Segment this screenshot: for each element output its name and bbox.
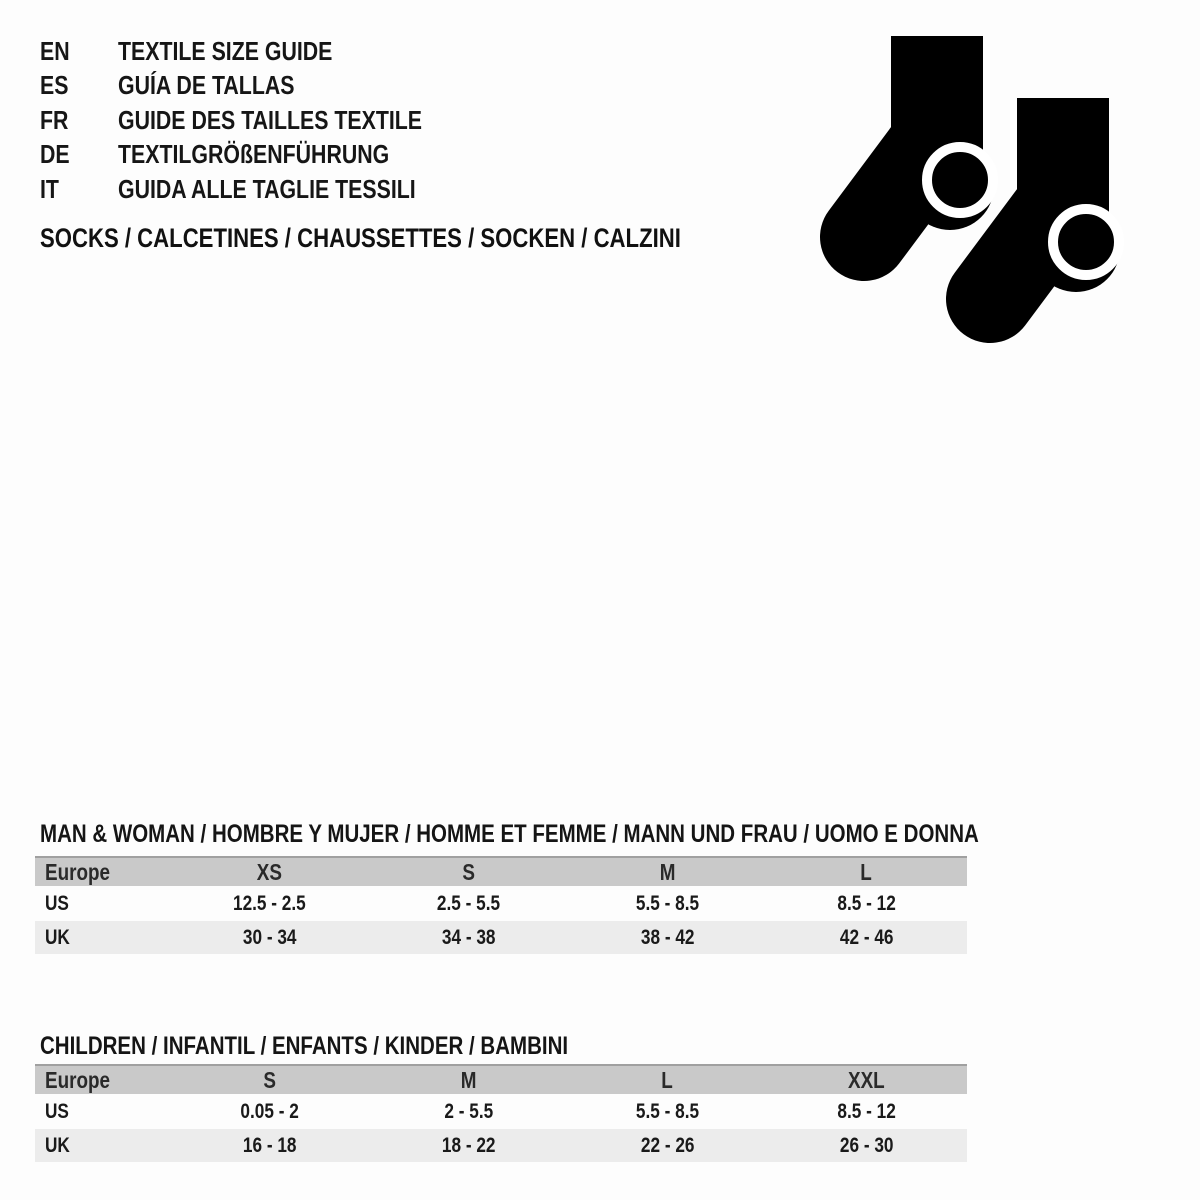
column-header-label: S (462, 858, 475, 885)
language-code: EN (40, 35, 70, 66)
table-title-children (40, 1031, 684, 1061)
size-cell-value: 8.5 - 12 (837, 1099, 896, 1123)
language-label: TEXTILE SIZE GUIDE (118, 35, 333, 66)
size-cell-value: 42 - 46 (839, 925, 894, 949)
column-header-size (369, 859, 568, 886)
size-cell-value: 2 - 5.5 (444, 1099, 493, 1123)
size-cell-value: 8.5 - 12 (837, 891, 896, 915)
column-header-label: M (659, 858, 676, 885)
column-header-size (170, 859, 369, 886)
table-row-uk (35, 921, 967, 954)
size-cell-value: 30 - 34 (242, 925, 297, 949)
column-header-size (170, 1067, 369, 1094)
row-label-text: US (45, 1099, 69, 1123)
column-header-label: L (661, 1066, 674, 1093)
size-table-children (35, 1064, 967, 1162)
table-row-us (35, 1094, 967, 1129)
language-code: IT (40, 173, 59, 204)
table-row-us (35, 886, 967, 921)
size-cell-value: 12.5 - 2.5 (233, 891, 306, 915)
language-label: TEXTILGRÖßENFÜHRUNG (118, 139, 390, 170)
size-cell-value: 38 - 42 (640, 925, 695, 949)
size-cell (767, 926, 966, 950)
row-label (35, 1134, 170, 1158)
sock-right (990, 98, 1120, 299)
size-cell-value: 5.5 - 8.5 (635, 1099, 700, 1123)
language-label: GUÍA DE TALLAS (118, 70, 295, 101)
size-cell (170, 926, 369, 950)
size-cell-value: 5.5 - 8.5 (635, 891, 700, 915)
size-cell (369, 1100, 568, 1124)
size-cell (369, 926, 568, 950)
size-cell-value: 2.5 - 5.5 (436, 891, 501, 915)
language-label: GUIDA ALLE TAGLIE TESSILI (118, 173, 416, 204)
language-code: DE (40, 139, 70, 170)
language-code: FR (40, 104, 69, 135)
table-title-text: CHILDREN / INFANTIL / ENFANTS / KINDER / BAMBINI (40, 1032, 569, 1060)
column-header-label: M (460, 1066, 477, 1093)
column-header-label: XXL (848, 1066, 885, 1093)
row-label-text: UK (45, 925, 70, 949)
size-cell (568, 1134, 767, 1158)
size-cell (767, 1100, 966, 1124)
size-cell (170, 1100, 369, 1124)
column-header-label: S (263, 1066, 276, 1093)
size-cell-value: 0.05 - 2 (240, 1099, 299, 1123)
column-header-label: Europe (45, 1066, 110, 1093)
language-code: ES (40, 70, 69, 101)
column-header-region (35, 859, 170, 886)
sock-left (864, 36, 994, 237)
size-cell-value: 18 - 22 (441, 1133, 496, 1157)
size-cell (568, 926, 767, 950)
language-label: GUIDE DES TAILLES TEXTILE (118, 104, 423, 135)
row-label-text: US (45, 891, 69, 915)
size-cell-value: 16 - 18 (242, 1133, 297, 1157)
size-cell (767, 892, 966, 916)
table-header-row (35, 856, 967, 886)
table-title-man-woman (40, 819, 1185, 849)
size-cell (568, 1100, 767, 1124)
size-cell-value: 22 - 26 (640, 1133, 695, 1157)
row-label (35, 926, 170, 950)
category-heading (40, 221, 822, 255)
column-header-region (35, 1067, 170, 1094)
language-row (40, 103, 489, 138)
category-heading-text: SOCKS / CALCETINES / CHAUSSETTES / SOCKEN / CALZINI (40, 223, 681, 253)
size-cell (568, 892, 767, 916)
column-header-label: Europe (45, 858, 110, 885)
size-cell-value: 34 - 38 (441, 925, 496, 949)
table-header-row (35, 1064, 967, 1094)
language-row (40, 69, 489, 104)
column-header-size (568, 1067, 767, 1094)
row-label (35, 1100, 170, 1124)
table-title-text: MAN & WOMAN / HOMBRE Y MUJER / HOMME ET FEMME / MANN UND FRAU / UOMO E DONNA (40, 820, 979, 848)
socks-icon (820, 36, 1126, 346)
row-label-text: UK (45, 1133, 70, 1157)
size-cell (170, 892, 369, 916)
language-list (40, 34, 489, 207)
size-cell (369, 1134, 568, 1158)
language-row (40, 138, 489, 173)
row-label (35, 892, 170, 916)
column-header-size (369, 1067, 568, 1094)
column-header-size (767, 859, 966, 886)
column-header-label: L (860, 858, 873, 885)
size-table-man-woman (35, 856, 967, 954)
size-cell (767, 1134, 966, 1158)
column-header-label: XS (256, 858, 283, 885)
size-cell-value: 26 - 30 (839, 1133, 894, 1157)
language-row (40, 34, 489, 69)
table-row-uk (35, 1129, 967, 1162)
size-cell (170, 1134, 369, 1158)
column-header-size (568, 859, 767, 886)
size-cell (369, 892, 568, 916)
language-row (40, 172, 489, 207)
column-header-size (767, 1067, 966, 1094)
